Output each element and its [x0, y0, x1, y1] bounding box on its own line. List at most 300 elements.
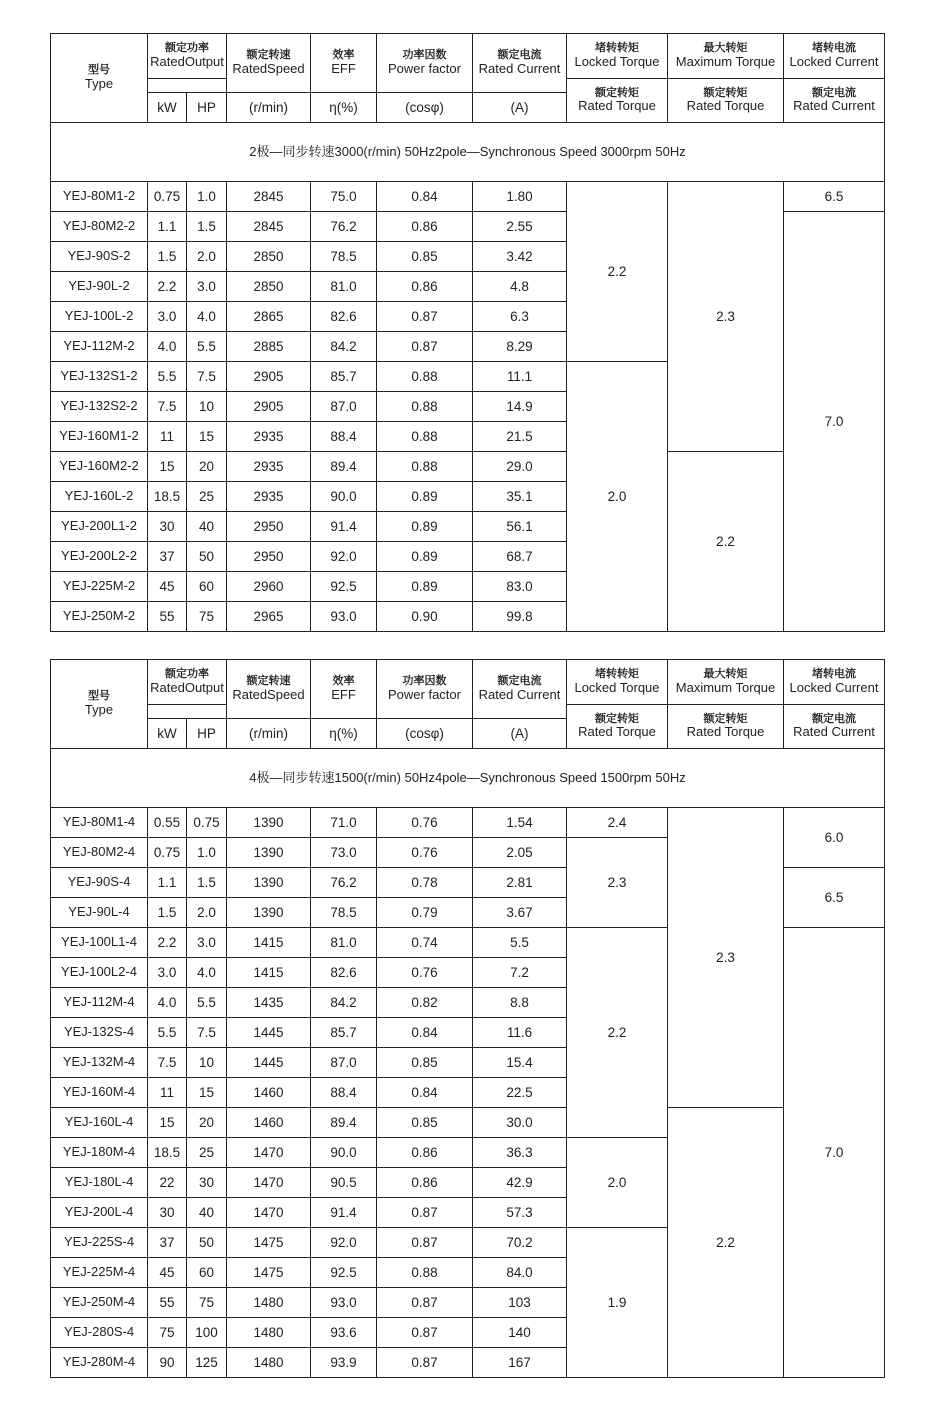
locked-current-cell: 6.5	[784, 182, 885, 212]
current-cell: 84.0	[473, 1258, 567, 1288]
speed-cell: 1460	[227, 1108, 311, 1138]
power-factor-cell: 0.89	[377, 542, 473, 572]
current-cell: 22.5	[473, 1078, 567, 1108]
hp-cell: 75	[187, 602, 227, 632]
efficiency-cell: 90.0	[311, 1138, 377, 1168]
hp-cell: 4.0	[187, 958, 227, 988]
hp-cell: 1.5	[187, 868, 227, 898]
model-cell: YEJ-132M-4	[51, 1048, 148, 1078]
rated-current-header: 额定电流 Rated Current	[473, 660, 567, 719]
efficiency-cell: 88.4	[311, 1078, 377, 1108]
eff-unit: η(%)	[311, 719, 377, 749]
rated-current-header-2: 额定电流 Rated Current	[784, 79, 885, 123]
spec-table-4pole	[50, 659, 885, 1378]
power-factor-cell: 0.87	[377, 1348, 473, 1378]
hp-cell: 15	[187, 422, 227, 452]
pf-unit: (cosφ)	[377, 93, 473, 123]
speed-cell: 1390	[227, 838, 311, 868]
power-factor-cell: 0.76	[377, 808, 473, 838]
model-cell: YEJ-100L2-4	[51, 958, 148, 988]
model-cell: YEJ-90L-4	[51, 898, 148, 928]
efficiency-cell: 84.2	[311, 332, 377, 362]
current-cell: 99.8	[473, 602, 567, 632]
spec-table-2pole	[50, 33, 885, 632]
hp-cell: 40	[187, 1198, 227, 1228]
model-cell: YEJ-80M2-2	[51, 212, 148, 242]
kw-cell: 55	[148, 1288, 187, 1318]
model-cell: YEJ-225M-4	[51, 1258, 148, 1288]
current-cell: 56.1	[473, 512, 567, 542]
model-cell: YEJ-112M-4	[51, 988, 148, 1018]
kw-cell: 0.55	[148, 808, 187, 838]
hp-cell: 3.0	[187, 928, 227, 958]
kw-cell: 90	[148, 1348, 187, 1378]
power-factor-cell: 0.86	[377, 272, 473, 302]
rated-torque-header-2: 额定转矩 Rated Torque	[668, 79, 784, 123]
locked-current-cell: 6.0	[784, 808, 885, 868]
hp-cell: 1.0	[187, 182, 227, 212]
table-row	[51, 182, 885, 212]
efficiency-cell: 73.0	[311, 838, 377, 868]
kw-cell: 22	[148, 1168, 187, 1198]
pf-unit: (cosφ)	[377, 719, 473, 749]
current-cell: 35.1	[473, 482, 567, 512]
locked-current-header: 堵转电流 Locked Current	[784, 34, 885, 79]
kw-cell: 18.5	[148, 482, 187, 512]
efficiency-cell: 90.5	[311, 1168, 377, 1198]
current-cell: 2.05	[473, 838, 567, 868]
speed-cell: 2850	[227, 242, 311, 272]
speed-cell: 1470	[227, 1198, 311, 1228]
kw-cell: 18.5	[148, 1138, 187, 1168]
efficiency-cell: 78.5	[311, 242, 377, 272]
power-factor-cell: 0.85	[377, 1108, 473, 1138]
current-cell: 2.55	[473, 212, 567, 242]
power-factor-header: 功率因数 Power factor	[377, 660, 473, 719]
power-factor-cell: 0.88	[377, 362, 473, 392]
rated-current-header-2: 额定电流 Rated Current	[784, 705, 885, 749]
hp-cell: 25	[187, 482, 227, 512]
speed-cell: 1475	[227, 1258, 311, 1288]
kw-cell: 3.0	[148, 958, 187, 988]
power-factor-cell: 0.88	[377, 452, 473, 482]
hp-cell: 25	[187, 1138, 227, 1168]
power-factor-cell: 0.76	[377, 958, 473, 988]
rated-current-header: 额定电流 Rated Current	[473, 34, 567, 93]
power-factor-cell: 0.84	[377, 1018, 473, 1048]
model-cell: YEJ-200L2-2	[51, 542, 148, 572]
hp-cell: 10	[187, 392, 227, 422]
efficiency-cell: 75.0	[311, 182, 377, 212]
kw-cell: 0.75	[148, 838, 187, 868]
rated-speed-header: 额定转速 RatedSpeed	[227, 34, 311, 93]
hp-cell: 5.5	[187, 332, 227, 362]
model-cell: YEJ-80M1-2	[51, 182, 148, 212]
hp-cell: 2.0	[187, 242, 227, 272]
speed-cell: 1480	[227, 1288, 311, 1318]
locked-torque-cell: 2.2	[567, 182, 668, 362]
power-factor-cell: 0.87	[377, 1288, 473, 1318]
model-cell: YEJ-160M-4	[51, 1078, 148, 1108]
efficiency-cell: 92.5	[311, 1258, 377, 1288]
model-cell: YEJ-180L-4	[51, 1168, 148, 1198]
kw-cell: 1.5	[148, 898, 187, 928]
kw-header: kW	[148, 93, 187, 123]
power-factor-cell: 0.89	[377, 512, 473, 542]
kw-cell: 30	[148, 512, 187, 542]
speed-cell: 1415	[227, 928, 311, 958]
kw-cell: 5.5	[148, 362, 187, 392]
model-cell: YEJ-280S-4	[51, 1318, 148, 1348]
model-cell: YEJ-100L1-4	[51, 928, 148, 958]
model-cell: YEJ-112M-2	[51, 332, 148, 362]
speed-cell: 2885	[227, 332, 311, 362]
kw-cell: 45	[148, 1258, 187, 1288]
efficiency-cell: 82.6	[311, 958, 377, 988]
model-cell: YEJ-225S-4	[51, 1228, 148, 1258]
efficiency-cell: 84.2	[311, 988, 377, 1018]
power-factor-cell: 0.86	[377, 1168, 473, 1198]
locked-torque-cell: 2.2	[567, 928, 668, 1138]
speed-cell: 2950	[227, 512, 311, 542]
efficiency-cell: 93.6	[311, 1318, 377, 1348]
power-factor-cell: 0.89	[377, 482, 473, 512]
max-torque-header: 最大转矩 Maximum Torque	[668, 34, 784, 79]
current-cell: 3.67	[473, 898, 567, 928]
table-row	[51, 808, 885, 838]
power-factor-cell: 0.89	[377, 572, 473, 602]
table-title: 4极—同步转速1500(r/min) 50Hz4pole—Synchronous Speed 1500rpm 50Hz	[51, 749, 885, 808]
max-torque-header: 最大转矩 Maximum Torque	[668, 660, 784, 705]
speed-cell: 1460	[227, 1078, 311, 1108]
max-torque-cell: 2.2	[668, 1108, 784, 1378]
speed-cell: 1470	[227, 1138, 311, 1168]
current-cell: 14.9	[473, 392, 567, 422]
hp-cell: 15	[187, 1078, 227, 1108]
model-cell: YEJ-80M1-4	[51, 808, 148, 838]
current-cell: 29.0	[473, 452, 567, 482]
model-cell: YEJ-250M-4	[51, 1288, 148, 1318]
power-factor-cell: 0.76	[377, 838, 473, 868]
current-cell: 140	[473, 1318, 567, 1348]
hp-cell: 2.0	[187, 898, 227, 928]
kw-cell: 15	[148, 452, 187, 482]
current-cell: 167	[473, 1348, 567, 1378]
efficiency-cell: 88.4	[311, 422, 377, 452]
model-cell: YEJ-160L-4	[51, 1108, 148, 1138]
hp-cell: 60	[187, 1258, 227, 1288]
current-unit: (A)	[473, 719, 567, 749]
speed-cell: 1435	[227, 988, 311, 1018]
table-title: 2极—同步转速3000(r/min) 50Hz2pole—Synchronous Speed 3000rpm 50Hz	[51, 123, 885, 182]
model-cell: YEJ-225M-2	[51, 572, 148, 602]
efficiency-cell: 93.0	[311, 1288, 377, 1318]
rated-torque-header-1: 额定转矩 Rated Torque	[567, 79, 668, 123]
power-factor-cell: 0.84	[377, 1078, 473, 1108]
locked-torque-cell: 2.0	[567, 1138, 668, 1228]
current-cell: 8.8	[473, 988, 567, 1018]
speed-cell: 2965	[227, 602, 311, 632]
speed-cell: 2865	[227, 302, 311, 332]
model-cell: YEJ-160L-2	[51, 482, 148, 512]
efficiency-cell: 92.0	[311, 1228, 377, 1258]
locked-torque-cell: 2.3	[567, 838, 668, 928]
speed-cell: 1390	[227, 868, 311, 898]
power-factor-cell: 0.88	[377, 1258, 473, 1288]
power-factor-cell: 0.87	[377, 1228, 473, 1258]
kw-cell: 1.5	[148, 242, 187, 272]
current-cell: 57.3	[473, 1198, 567, 1228]
kw-cell: 0.75	[148, 182, 187, 212]
max-torque-cell: 2.3	[668, 808, 784, 1108]
current-cell: 11.1	[473, 362, 567, 392]
kw-cell: 4.0	[148, 332, 187, 362]
efficiency-cell: 85.7	[311, 1018, 377, 1048]
power-factor-cell: 0.85	[377, 242, 473, 272]
kw-cell: 4.0	[148, 988, 187, 1018]
locked-current-cell: 6.5	[784, 868, 885, 928]
power-factor-cell: 0.87	[377, 1318, 473, 1348]
power-factor-header: 功率因数 Power factor	[377, 34, 473, 93]
speed-cell: 2845	[227, 212, 311, 242]
kw-cell: 3.0	[148, 302, 187, 332]
current-cell: 8.29	[473, 332, 567, 362]
hp-cell: 3.0	[187, 272, 227, 302]
hp-cell: 100	[187, 1318, 227, 1348]
efficiency-cell: 71.0	[311, 808, 377, 838]
power-factor-cell: 0.86	[377, 1138, 473, 1168]
model-cell: YEJ-90L-2	[51, 272, 148, 302]
rated-torque-header-2: 额定转矩 Rated Torque	[668, 705, 784, 749]
current-cell: 103	[473, 1288, 567, 1318]
locked-torque-cell: 1.9	[567, 1228, 668, 1378]
current-cell: 68.7	[473, 542, 567, 572]
efficiency-cell: 76.2	[311, 212, 377, 242]
efficiency-cell: 89.4	[311, 452, 377, 482]
model-cell: YEJ-132S-4	[51, 1018, 148, 1048]
kw-cell: 37	[148, 542, 187, 572]
efficiency-header: 效率 EFF	[311, 660, 377, 719]
efficiency-cell: 76.2	[311, 868, 377, 898]
hp-cell: 10	[187, 1048, 227, 1078]
kw-cell: 2.2	[148, 272, 187, 302]
kw-cell: 1.1	[148, 868, 187, 898]
locked-torque-header: 堵转转矩 Locked Torque	[567, 34, 668, 79]
efficiency-header: 效率 EFF	[311, 34, 377, 93]
speed-cell: 1415	[227, 958, 311, 988]
hp-cell: 1.0	[187, 838, 227, 868]
hp-cell: 7.5	[187, 1018, 227, 1048]
rated-speed-header: 额定转速 RatedSpeed	[227, 660, 311, 719]
power-factor-cell: 0.74	[377, 928, 473, 958]
rated-output-header: 额定功率 RatedOutput	[148, 660, 227, 705]
output-spacer	[148, 705, 227, 719]
speed-cell: 2850	[227, 272, 311, 302]
efficiency-cell: 87.0	[311, 1048, 377, 1078]
model-cell: YEJ-250M-2	[51, 602, 148, 632]
power-factor-cell: 0.84	[377, 182, 473, 212]
model-cell: YEJ-280M-4	[51, 1348, 148, 1378]
efficiency-cell: 81.0	[311, 272, 377, 302]
type-header: 型号 Type	[51, 34, 148, 123]
model-cell: YEJ-132S2-2	[51, 392, 148, 422]
hp-cell: 20	[187, 1108, 227, 1138]
locked-current-cell: 7.0	[784, 928, 885, 1378]
speed-cell: 2935	[227, 422, 311, 452]
current-cell: 1.54	[473, 808, 567, 838]
max-torque-cell: 2.3	[668, 182, 784, 452]
current-unit: (A)	[473, 93, 567, 123]
speed-cell: 1390	[227, 808, 311, 838]
efficiency-cell: 81.0	[311, 928, 377, 958]
speed-cell: 1480	[227, 1318, 311, 1348]
current-cell: 15.4	[473, 1048, 567, 1078]
speed-cell: 1480	[227, 1348, 311, 1378]
model-cell: YEJ-200L1-2	[51, 512, 148, 542]
power-factor-cell: 0.82	[377, 988, 473, 1018]
current-cell: 5.5	[473, 928, 567, 958]
efficiency-cell: 93.0	[311, 602, 377, 632]
hp-cell: 40	[187, 512, 227, 542]
hp-header: HP	[187, 93, 227, 123]
current-cell: 1.80	[473, 182, 567, 212]
hp-cell: 50	[187, 542, 227, 572]
kw-cell: 2.2	[148, 928, 187, 958]
speed-cell: 2905	[227, 362, 311, 392]
speed-cell: 2960	[227, 572, 311, 602]
rated-torque-header-1: 额定转矩 Rated Torque	[567, 705, 668, 749]
hp-cell: 7.5	[187, 362, 227, 392]
locked-torque-cell: 2.0	[567, 362, 668, 632]
kw-cell: 7.5	[148, 1048, 187, 1078]
efficiency-cell: 87.0	[311, 392, 377, 422]
kw-cell: 75	[148, 1318, 187, 1348]
kw-cell: 11	[148, 422, 187, 452]
rated-output-header: 额定功率 RatedOutput	[148, 34, 227, 79]
locked-torque-header: 堵转转矩 Locked Torque	[567, 660, 668, 705]
power-factor-cell: 0.88	[377, 422, 473, 452]
hp-cell: 60	[187, 572, 227, 602]
speed-cell: 1475	[227, 1228, 311, 1258]
kw-cell: 11	[148, 1078, 187, 1108]
kw-cell: 55	[148, 602, 187, 632]
current-cell: 11.6	[473, 1018, 567, 1048]
kw-cell: 15	[148, 1108, 187, 1138]
hp-cell: 4.0	[187, 302, 227, 332]
eff-unit: η(%)	[311, 93, 377, 123]
hp-cell: 30	[187, 1168, 227, 1198]
speed-cell: 1390	[227, 898, 311, 928]
hp-cell: 75	[187, 1288, 227, 1318]
model-cell: YEJ-90S-2	[51, 242, 148, 272]
efficiency-cell: 92.5	[311, 572, 377, 602]
current-cell: 3.42	[473, 242, 567, 272]
model-cell: YEJ-132S1-2	[51, 362, 148, 392]
efficiency-cell: 93.9	[311, 1348, 377, 1378]
efficiency-cell: 91.4	[311, 1198, 377, 1228]
model-cell: YEJ-180M-4	[51, 1138, 148, 1168]
kw-cell: 45	[148, 572, 187, 602]
type-header: 型号 Type	[51, 660, 148, 749]
speed-unit: (r/min)	[227, 93, 311, 123]
kw-cell: 5.5	[148, 1018, 187, 1048]
current-cell: 6.3	[473, 302, 567, 332]
speed-unit: (r/min)	[227, 719, 311, 749]
power-factor-cell: 0.87	[377, 302, 473, 332]
efficiency-cell: 78.5	[311, 898, 377, 928]
speed-cell: 2935	[227, 452, 311, 482]
kw-header: kW	[148, 719, 187, 749]
max-torque-cell: 2.2	[668, 452, 784, 632]
table-row	[51, 452, 885, 482]
model-cell: YEJ-100L-2	[51, 302, 148, 332]
speed-cell: 1445	[227, 1048, 311, 1078]
current-cell: 36.3	[473, 1138, 567, 1168]
efficiency-cell: 90.0	[311, 482, 377, 512]
current-cell: 4.8	[473, 272, 567, 302]
locked-current-header: 堵转电流 Locked Current	[784, 660, 885, 705]
model-cell: YEJ-80M2-4	[51, 838, 148, 868]
speed-cell: 2950	[227, 542, 311, 572]
speed-cell: 2905	[227, 392, 311, 422]
hp-header: HP	[187, 719, 227, 749]
hp-cell: 125	[187, 1348, 227, 1378]
hp-cell: 1.5	[187, 212, 227, 242]
power-factor-cell: 0.87	[377, 332, 473, 362]
current-cell: 70.2	[473, 1228, 567, 1258]
model-cell: YEJ-90S-4	[51, 868, 148, 898]
hp-cell: 5.5	[187, 988, 227, 1018]
table-row	[51, 1108, 885, 1138]
hp-cell: 20	[187, 452, 227, 482]
hp-cell: 0.75	[187, 808, 227, 838]
locked-current-cell: 7.0	[784, 212, 885, 632]
current-cell: 30.0	[473, 1108, 567, 1138]
power-factor-cell: 0.90	[377, 602, 473, 632]
locked-torque-cell: 2.4	[567, 808, 668, 838]
power-factor-cell: 0.87	[377, 1198, 473, 1228]
model-cell: YEJ-200L-4	[51, 1198, 148, 1228]
power-factor-cell: 0.79	[377, 898, 473, 928]
power-factor-cell: 0.85	[377, 1048, 473, 1078]
efficiency-cell: 82.6	[311, 302, 377, 332]
kw-cell: 1.1	[148, 212, 187, 242]
kw-cell: 30	[148, 1198, 187, 1228]
model-cell: YEJ-160M2-2	[51, 452, 148, 482]
model-cell: YEJ-160M1-2	[51, 422, 148, 452]
output-spacer	[148, 79, 227, 93]
power-factor-cell: 0.86	[377, 212, 473, 242]
kw-cell: 7.5	[148, 392, 187, 422]
current-cell: 21.5	[473, 422, 567, 452]
current-cell: 7.2	[473, 958, 567, 988]
hp-cell: 50	[187, 1228, 227, 1258]
power-factor-cell: 0.88	[377, 392, 473, 422]
speed-cell: 2845	[227, 182, 311, 212]
speed-cell: 2935	[227, 482, 311, 512]
efficiency-cell: 91.4	[311, 512, 377, 542]
current-cell: 2.81	[473, 868, 567, 898]
efficiency-cell: 92.0	[311, 542, 377, 572]
current-cell: 42.9	[473, 1168, 567, 1198]
speed-cell: 1445	[227, 1018, 311, 1048]
efficiency-cell: 89.4	[311, 1108, 377, 1138]
efficiency-cell: 85.7	[311, 362, 377, 392]
speed-cell: 1470	[227, 1168, 311, 1198]
power-factor-cell: 0.78	[377, 868, 473, 898]
kw-cell: 37	[148, 1228, 187, 1258]
current-cell: 83.0	[473, 572, 567, 602]
